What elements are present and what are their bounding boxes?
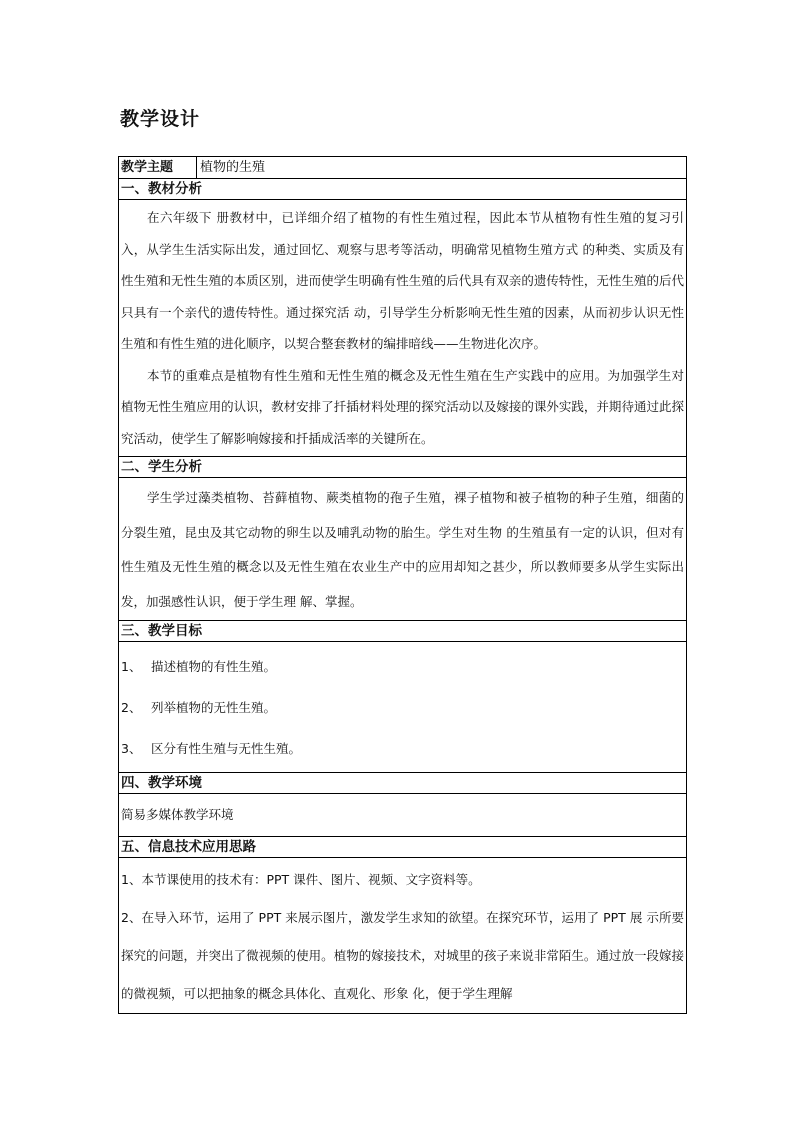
topic-label: 教学主题 xyxy=(119,157,197,178)
topic-value: 植物的生殖 xyxy=(200,160,266,175)
page-title: 教学设计 xyxy=(120,108,201,130)
section-body-textbook-analysis xyxy=(119,200,686,457)
section-heading-student-analysis: 二、学生分析 xyxy=(119,457,686,478)
paragraph: 1、本节课使用的技术有：PPT 课件、图片、视频、文字资料等。 xyxy=(121,871,481,887)
objective-text: 区分有性生殖与无性生殖。 xyxy=(151,740,302,756)
section-heading-it-application: 五、信息技术应用思路 xyxy=(119,837,686,858)
paragraph: 简易多媒体教学环境 xyxy=(121,806,234,822)
objective-item xyxy=(121,646,684,687)
section-heading-teaching-environment: 四、教学环境 xyxy=(119,773,686,794)
topic-row xyxy=(119,157,686,179)
paragraph: 在六年级下 册教材中，已详细介绍了植物的有性生殖过程，因此本节从植物有性生殖的复习引入，从学生生活实际出发，通过回忆、观察与思考等活动，明确常见植物生殖方式 的种类、实质及有性生殖和无性生殖的本质区别，进而使学生明确有性生殖的后代具有双亲的遗传特性，无性生殖的后代只具有一个亲代的遗传特性。通过探究活 动，引导学生分析影响无性生殖的因素，从而初步认识无性生殖和有性生殖的进化顺序，以契合整套教材的编排暗线——生物进化次序。 xyxy=(121,210,684,351)
objective-number: 1、 xyxy=(121,658,142,674)
section-body-student-analysis xyxy=(119,478,686,621)
objective-text: 列举植物的无性生殖。 xyxy=(151,699,277,715)
objective-text: 描述植物的有性生殖。 xyxy=(151,658,277,674)
section-body-teaching-objectives xyxy=(119,642,686,773)
paragraph: 学生学过藻类植物、苔藓植物、蕨类植物的孢子生殖，裸子植物和被子植物的种子生殖，细菌的分裂生殖，昆虫及其它动物的卵生以及哺乳动物的胎生。学生对生物 的生殖虽有一定的认识，但对有性生殖及无性生殖的概念以及无性生殖在农业生产中的应用却知之甚少，所以教师要多从学生实际出发，加强感性认识，便于学生理 解、掌握。 xyxy=(121,490,684,610)
lesson-plan-table xyxy=(118,156,687,1014)
objective-number: 3、 xyxy=(121,740,142,756)
objective-item xyxy=(121,728,684,769)
paragraph: 本节的重难点是植物有性生殖和无性生殖的概念及无性生殖在生产实践中的应用。为加强学生对植物无性生殖应用的认识，教材安排了扦插材料处理的探究活动以及嫁接的课外实践，并期待通过此探究活动，使学生了解影响嫁接和扦插成活率的关键所在。 xyxy=(121,367,684,446)
objective-number: 2、 xyxy=(121,699,142,715)
section-body-it-application xyxy=(119,858,686,1014)
section-body-teaching-environment xyxy=(119,794,686,837)
section-heading-textbook-analysis: 一、教材分析 xyxy=(119,179,686,200)
section-heading-teaching-objectives: 三、教学目标 xyxy=(119,621,686,642)
paragraph: 2、在导入环节，运用了 PPT 来展示图片，激发学生求知的欲望。在探究环节，运用了 PPT 展 示所要探究的问题，并突出了微视频的使用。植物的嫁接技术，对城里的孩子来说非常陌生。通过放一段嫁接的微视频，可以把抽象的概念具体化、直观化、形象 化，便于学生理解 xyxy=(121,909,684,1001)
objective-item xyxy=(121,687,684,728)
